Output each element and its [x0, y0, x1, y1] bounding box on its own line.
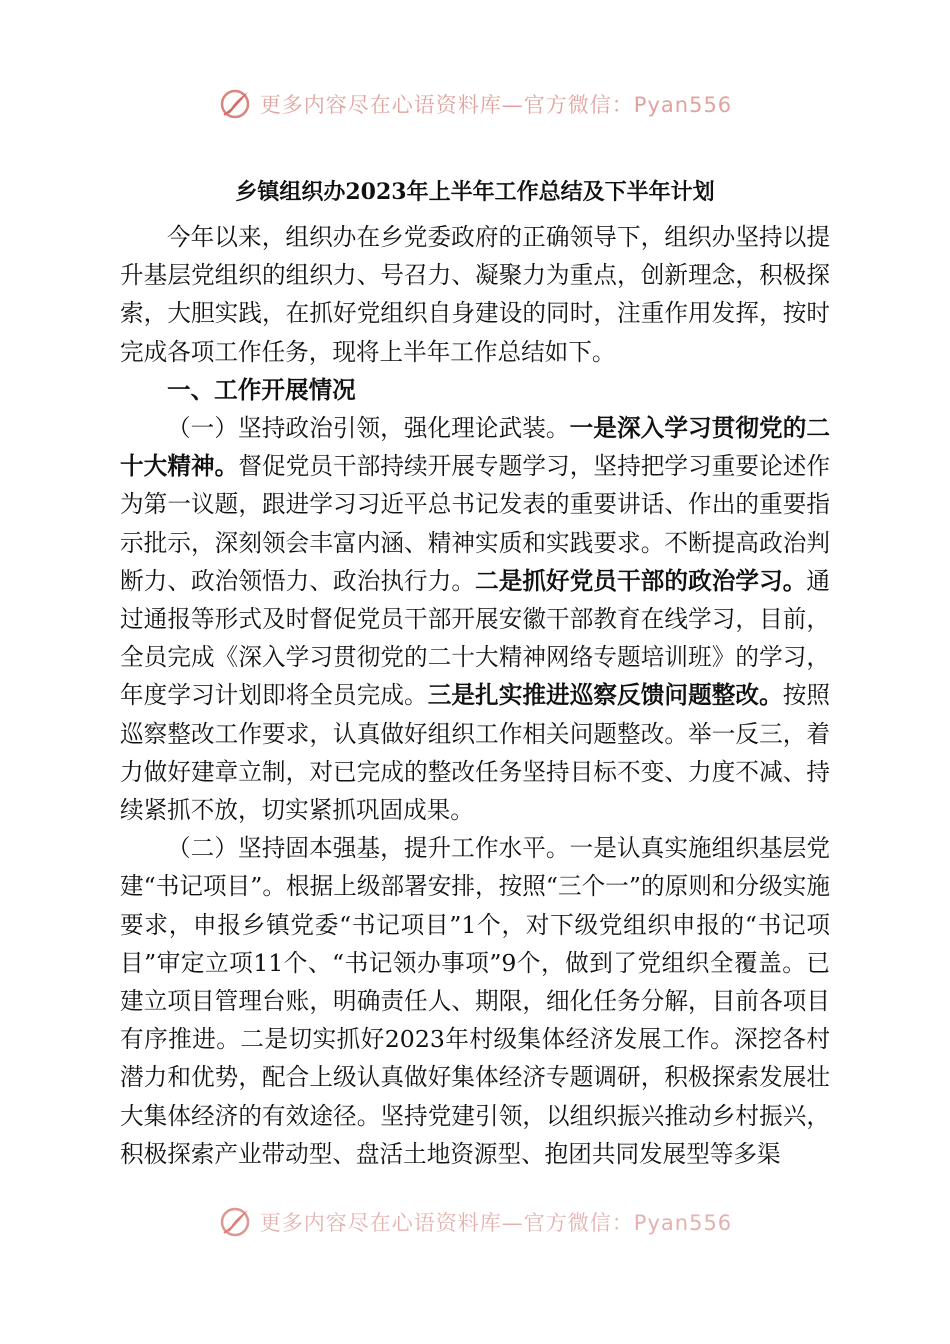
quill-logo-icon	[218, 87, 252, 121]
paragraph-lead: （一）坚持政治引领，强化理论武装。	[167, 414, 570, 443]
section-heading: 一、工作开展情况	[167, 375, 356, 404]
point-2-text: 通过通报等形式及时督促党员干部开展安徽干部教育在线学习，目前，全员完成《深入学习贯彻党的二十大精神网络专题培训班》的学习，年度学习计划即将全员完成。	[120, 566, 831, 710]
watermark-header	[0, 84, 950, 124]
watermark-text: 更多内容尽在心语资料库—官方微信：Pyan556	[259, 1211, 733, 1235]
document-body	[120, 218, 830, 1173]
watermark-text: 更多内容尽在心语资料库—官方微信：Pyan556	[259, 93, 733, 117]
paragraph-foundation: （二）坚持固本强基，提升工作水平。一是认真实施组织基层党建“书记项目”。根据上级部署安排，按照“三个一”的原则和分级实施要求，申报乡镇党委“书记项目”1个，对下级党组织申报的“书记项目”审定立项11个、“书记领办事项”9个，做到了党组织全覆盖。已建立项目管理台账，明确责任人、期限，细化任务分解，目前各项目有序推进。二是切实抓好2023年村级集体经济发展工作。深挖各村潜力和优势，配合上级认真做好集体经济专题调研，积极探索发展壮大集体经济的有效途径。坚持党建引领，以组织振兴推动乡村振兴，积极探索产业带动型、盘活土地资源型、抱团共同发展型等多渠	[120, 834, 830, 1168]
document-title: 乡镇组织办2023年上半年工作总结及下半年计划	[235, 179, 715, 205]
intro-paragraph: 今年以来，组织办在乡党委政府的正确领导下，组织办坚持以提升基层党组织的组织力、号召力、凝聚力为重点，创新理念，积极探索，大胆实践，在抓好党组织自身建设的同时，注重作用发挥，按时完成各项工作任务，现将上半年工作总结如下。	[120, 223, 830, 366]
watermark-footer	[0, 1202, 950, 1242]
point-3-text: 按照巡察整改工作要求，认真做好组织工作相关问题整改。举一反三，着力做好建章立制，对已完成的整改任务坚持目标不变、力度不减、持续紧抓不放，切实紧抓巩固成果。	[120, 681, 831, 825]
paragraph-political-guidance	[120, 409, 830, 829]
bold-point-3: 三是扎实推进巡察反馈问题整改。	[427, 681, 783, 710]
quill-logo-icon	[218, 1205, 252, 1239]
point-1-text: 督促党员干部持续开展专题学习，坚持把学习重要论述作为第一议题，跟进学习习近平总书记发表的重要讲话、作出的重要指示批示，深刻领会丰富内涵、精神实质和实践要求。不断提高政治判断力、政治领悟力、政治执行力。	[120, 452, 831, 595]
bold-point-1: 一是深入学习贯彻党的二十大精神。	[120, 414, 831, 481]
bold-point-2: 二是抓好党员干部的政治学习。	[475, 566, 807, 595]
